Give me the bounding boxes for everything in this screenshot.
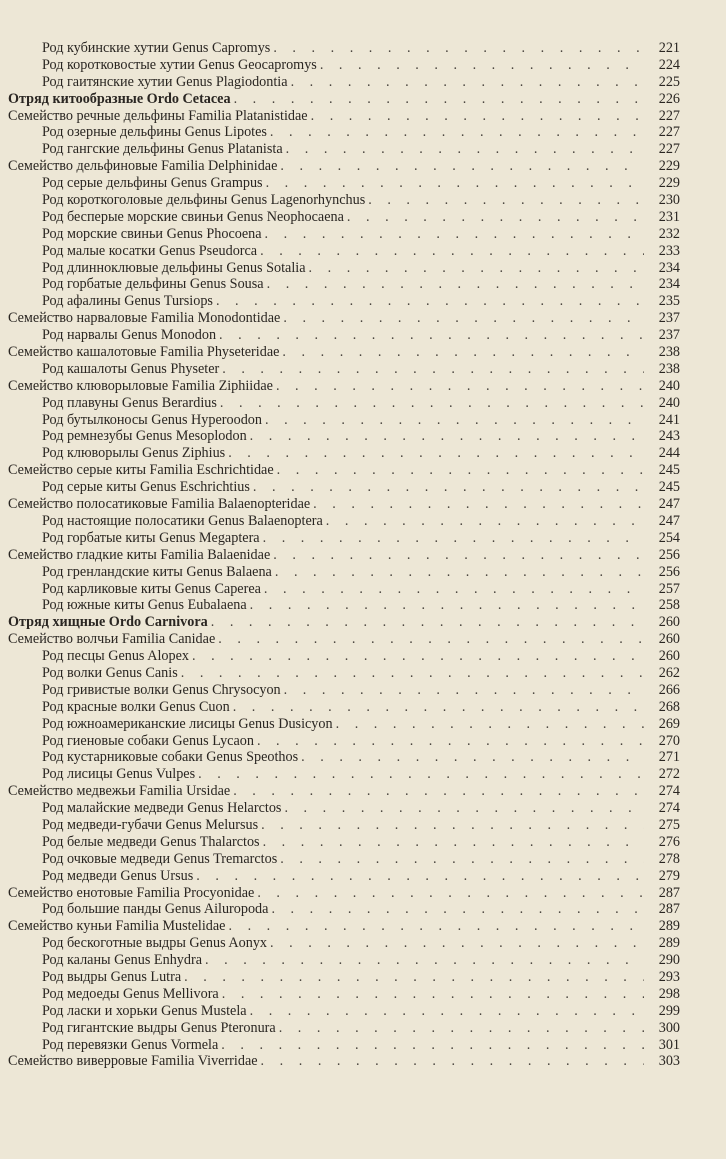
toc-entry-family	[8, 885, 680, 902]
toc-entry-title: Род плавуны Genus Berardius	[42, 394, 217, 411]
toc-entry-page-number: 287	[658, 901, 680, 918]
toc-entry-title: Род лисицы Genus Vulpes	[42, 766, 196, 783]
toc-entry-title: Род гривистые волки Genus Chrysocyon	[42, 681, 281, 698]
leader-dots	[270, 124, 644, 141]
leader-dots	[228, 445, 644, 462]
toc-entry-title: Род гиеновые собаки Genus Lycaon	[42, 732, 254, 749]
toc-entry-title: Род кашалоты Genus Physeter	[42, 360, 220, 377]
toc-entry-title: Род кустарниковые собаки Genus Speothos	[42, 749, 299, 766]
toc-entry-page-number: 276	[658, 833, 680, 850]
toc-list	[8, 40, 680, 1070]
toc-entry-title: Род южные киты Genus Eubalaena	[42, 597, 247, 614]
leader-dots	[336, 716, 644, 733]
toc-entry-genus	[8, 57, 680, 74]
toc-entry-title: Род настоящие полосатики Genus Balaenoptera	[42, 512, 323, 529]
toc-entry-title: Род карликовые киты Genus Caperea	[42, 580, 261, 597]
toc-entry-title: Род гренландские киты Genus Balaena	[42, 563, 272, 580]
toc-entry-page-number: 300	[658, 1019, 680, 1036]
toc-entry-page-number: 245	[658, 462, 680, 479]
leader-dots	[181, 665, 644, 682]
leader-dots	[270, 935, 644, 952]
toc-entry-family	[8, 108, 680, 125]
toc-entry-title: Семейство дельфиновые Familia Delphinidae	[8, 158, 278, 175]
leader-dots	[283, 310, 644, 327]
leader-dots	[284, 682, 644, 699]
leader-dots	[263, 834, 644, 851]
leader-dots	[280, 158, 644, 175]
toc-entry-page-number: 260	[658, 631, 680, 648]
toc-entry-genus	[8, 800, 680, 817]
toc-entry-title: Род песцы Genus Alopex	[42, 648, 189, 665]
leader-dots	[250, 428, 644, 445]
toc-entry-title: Род горбатые дельфины Genus Sousa	[42, 276, 264, 293]
leader-dots	[280, 851, 644, 868]
toc-entry-genus	[8, 226, 680, 243]
leader-dots	[211, 614, 644, 631]
toc-entry-family	[8, 631, 680, 648]
toc-entry-genus	[8, 935, 680, 952]
leader-dots	[192, 648, 644, 665]
toc-entry-page-number: 231	[658, 208, 680, 225]
leader-dots	[263, 530, 644, 547]
toc-entry-page-number: 240	[658, 377, 680, 394]
toc-entry-family	[8, 496, 680, 513]
toc-entry-page-number: 234	[658, 276, 680, 293]
toc-entry-page-number: 289	[658, 918, 680, 935]
toc-entry-genus	[8, 665, 680, 682]
toc-entry-page-number: 299	[658, 1002, 680, 1019]
toc-entry-title: Род клюворылы Genus Ziphius	[42, 445, 226, 462]
toc-entry-title: Семейство гладкие киты Familia Balaenidae	[8, 546, 271, 563]
toc-entry-page-number: 278	[658, 850, 680, 867]
leader-dots	[228, 918, 644, 935]
leader-dots	[273, 547, 644, 564]
toc-entry-title: Род горбатые киты Genus Megaptera	[42, 529, 260, 546]
toc-entry-genus	[8, 868, 680, 885]
toc-entry-title: Род гигантские выдры Genus Pteronura	[42, 1019, 276, 1036]
toc-entry-page-number: 226	[658, 90, 680, 107]
toc-entry-family	[8, 310, 680, 327]
toc-entry-page-number: 298	[658, 985, 680, 1002]
toc-entry-title: Род серые дельфины Genus Grampus	[42, 175, 263, 192]
toc-entry-page-number: 254	[658, 529, 680, 546]
toc-entry-title: Род каланы Genus Enhydra	[42, 952, 202, 969]
leader-dots	[261, 817, 644, 834]
toc-entry-genus	[8, 175, 680, 192]
toc-entry-page-number: 243	[658, 428, 680, 445]
toc-entry-order	[8, 91, 680, 108]
toc-entry-page-number: 245	[658, 479, 680, 496]
leader-dots	[205, 952, 644, 969]
toc-entry-title: Род малые косатки Genus Pseudorca	[42, 242, 258, 259]
toc-entry-title: Род коротковостые хутии Genus Geocapromys	[42, 56, 317, 73]
toc-entry-title: Род короткоголовые дельфины Genus Lagenorhynchus	[42, 192, 366, 209]
toc-entry-title: Род озерные дельфины Genus Lipotes	[42, 124, 267, 141]
toc-entry-page-number: 247	[658, 512, 680, 529]
toc-entry-genus	[8, 733, 680, 750]
toc-entry-family	[8, 462, 680, 479]
toc-entry-page-number: 289	[658, 935, 680, 952]
leader-dots	[265, 226, 644, 243]
toc-entry-genus	[8, 716, 680, 733]
toc-entry-genus	[8, 969, 680, 986]
toc-entry-title: Род большие панды Genus Ailuropoda	[42, 901, 269, 918]
leader-dots	[250, 597, 644, 614]
toc-entry-title: Род гангские дельфины Genus Platanista	[42, 141, 283, 158]
leader-dots	[291, 74, 644, 91]
leader-dots	[216, 293, 644, 310]
toc-entry-page-number: 238	[658, 360, 680, 377]
toc-entry-page-number: 275	[658, 816, 680, 833]
toc-entry-title: Отряд китообразные Ordo Cetacea	[8, 90, 231, 107]
toc-entry-genus	[8, 834, 680, 851]
toc-entry-genus	[8, 513, 680, 530]
toc-entry-page-number: 240	[658, 394, 680, 411]
leader-dots	[221, 1037, 644, 1054]
toc-entry-genus	[8, 395, 680, 412]
toc-entry-order	[8, 614, 680, 631]
toc-entry-page-number: 230	[658, 192, 680, 209]
toc-entry-page-number: 237	[658, 310, 680, 327]
leader-dots	[261, 1053, 644, 1070]
toc-entry-page-number: 287	[658, 884, 680, 901]
leader-dots	[266, 175, 644, 192]
leader-dots	[264, 581, 644, 598]
leader-dots	[311, 108, 644, 125]
toc-entry-genus	[8, 428, 680, 445]
toc-entry-genus	[8, 479, 680, 496]
toc-entry-genus	[8, 74, 680, 91]
toc-entry-title: Род длинноклювые дельфины Genus Sotalia	[42, 259, 306, 276]
toc-entry-family	[8, 344, 680, 361]
toc-entry-family	[8, 783, 680, 800]
leader-dots	[196, 868, 644, 885]
toc-entry-page-number: 238	[658, 344, 680, 361]
toc-entry-page-number: 274	[658, 800, 680, 817]
toc-entry-genus	[8, 564, 680, 581]
toc-entry-page-number: 225	[658, 73, 680, 90]
toc-entry-genus	[8, 276, 680, 293]
toc-entry-title: Род медведи Genus Ursus	[42, 867, 194, 884]
toc-entry-page-number: 274	[658, 783, 680, 800]
toc-entry-genus	[8, 192, 680, 209]
toc-entry-genus	[8, 361, 680, 378]
toc-entry-page-number: 258	[658, 597, 680, 614]
toc-entry-genus	[8, 327, 680, 344]
toc-entry-page-number: 233	[658, 242, 680, 259]
toc-entry-title: Род афалины Genus Tursiops	[42, 293, 213, 310]
leader-dots	[234, 91, 644, 108]
leader-dots	[277, 462, 644, 479]
toc-entry-title: Род ремнезубы Genus Mesoplodon	[42, 428, 247, 445]
toc-entry-title: Род выдры Genus Lutra	[42, 968, 182, 985]
leader-dots	[301, 749, 644, 766]
toc-entry-title: Род волки Genus Canis	[42, 664, 178, 681]
toc-entry-page-number: 241	[658, 411, 680, 428]
toc-entry-genus	[8, 817, 680, 834]
toc-entry-genus	[8, 293, 680, 310]
toc-entry-genus	[8, 1020, 680, 1037]
toc-entry-title: Семейство полосатиковые Familia Balaenopteridae	[8, 496, 311, 513]
toc-entry-page-number: 301	[658, 1036, 680, 1053]
toc-entry-page-number: 260	[658, 614, 680, 631]
toc-entry-genus	[8, 901, 680, 918]
toc-entry-page-number: 266	[658, 681, 680, 698]
toc-entry-title: Семейство медвежьи Familia Ursidae	[8, 783, 231, 800]
leader-dots	[275, 564, 644, 581]
toc-entry-family	[8, 378, 680, 395]
leader-dots	[320, 57, 644, 74]
toc-entry-genus	[8, 581, 680, 598]
toc-entry-genus	[8, 40, 680, 57]
toc-entry-title: Семейство кашалотовые Familia Physeteridae	[8, 344, 280, 361]
leader-dots	[184, 969, 644, 986]
toc-entry-family	[8, 1053, 680, 1070]
toc-entry-page-number: 269	[658, 715, 680, 732]
leader-dots	[313, 496, 644, 513]
toc-entry-page-number: 224	[658, 56, 680, 73]
toc-entry-genus	[8, 597, 680, 614]
toc-entry-title: Род кубинские хутии Genus Capromys	[42, 40, 271, 56]
toc-entry-title: Род южноамериканские лисицы Genus Dusicyon	[42, 715, 333, 732]
leader-dots	[257, 733, 644, 750]
leader-dots	[368, 192, 644, 209]
toc-entry-title: Род гаитянские хутии Genus Plagiodontia	[42, 73, 288, 90]
leader-dots	[198, 766, 644, 783]
toc-entry-genus	[8, 766, 680, 783]
leader-dots	[267, 276, 644, 293]
toc-entry-title: Род бесперые морские свиньи Genus Neophocaena	[42, 208, 344, 225]
leader-dots	[220, 395, 644, 412]
toc-entry-page-number: 272	[658, 766, 680, 783]
toc-entry-title: Семейство виверровые Familia Viverridae	[8, 1053, 258, 1070]
toc-entry-page-number: 257	[658, 580, 680, 597]
toc-entry-title: Род ласки и хорьки Genus Mustela	[42, 1002, 247, 1019]
toc-entry-page-number: 227	[658, 141, 680, 158]
toc-entry-title: Семейство серые киты Familia Eschrichtidae	[8, 462, 274, 479]
toc-entry-page-number: 229	[658, 158, 680, 175]
toc-entry-genus	[8, 682, 680, 699]
toc-entry-genus	[8, 952, 680, 969]
leader-dots	[326, 513, 644, 530]
toc-entry-page-number: 256	[658, 563, 680, 580]
leader-dots	[219, 327, 644, 344]
toc-entry-page-number: 270	[658, 732, 680, 749]
leader-dots	[286, 141, 644, 158]
toc-entry-title: Семейство куньи Familia Mustelidae	[8, 918, 226, 935]
leader-dots	[271, 901, 644, 918]
toc-entry-title: Семейство речные дельфины Familia Platanistidae	[8, 107, 308, 124]
toc-entry-genus	[8, 749, 680, 766]
toc-entry-genus	[8, 412, 680, 429]
toc-entry-page-number: 303	[658, 1053, 680, 1070]
toc-entry-genus	[8, 243, 680, 260]
toc-entry-page-number: 293	[658, 968, 680, 985]
toc-entry-genus	[8, 851, 680, 868]
toc-entry-page-number: 247	[658, 496, 680, 513]
toc-entry-page-number: 227	[658, 107, 680, 124]
toc-entry-title: Род бескоготные выдры Genus Aonyx	[42, 935, 268, 952]
toc-entry-genus	[8, 141, 680, 158]
toc-entry-genus	[8, 648, 680, 665]
toc-entry-genus	[8, 1003, 680, 1020]
toc-entry-genus	[8, 1037, 680, 1054]
toc-entry-title: Род малайские медведи Genus Helarctos	[42, 800, 282, 817]
leader-dots	[250, 1003, 644, 1020]
leader-dots	[282, 344, 644, 361]
toc-entry-genus	[8, 699, 680, 716]
leader-dots	[218, 631, 644, 648]
toc-entry-page-number: 271	[658, 749, 680, 766]
leader-dots	[233, 783, 644, 800]
toc-entry-title: Род серые киты Genus Eschrichtius	[42, 479, 250, 496]
toc-entry-title: Род красные волки Genus Cuon	[42, 698, 230, 715]
toc-entry-page-number: 227	[658, 124, 680, 141]
toc-entry-page-number: 221	[658, 40, 680, 56]
leader-dots	[265, 412, 644, 429]
leader-dots	[253, 479, 644, 496]
leader-dots	[309, 260, 644, 277]
toc-entry-page-number: 268	[658, 698, 680, 715]
toc-entry-page-number: 237	[658, 327, 680, 344]
toc-entry-genus	[8, 209, 680, 226]
toc-entry-title: Род белые медведи Genus Thalarctos	[42, 833, 260, 850]
toc-entry-page-number: 235	[658, 293, 680, 310]
toc-entry-family	[8, 158, 680, 175]
toc-entry-title: Семейство нарваловые Familia Monodontidae	[8, 310, 281, 327]
toc-entry-title: Род медведи-губачи Genus Melursus	[42, 816, 259, 833]
toc-entry-title: Семейство клюворыловые Familia Ziphiidae	[8, 377, 273, 394]
toc-entry-page-number: 229	[658, 175, 680, 192]
toc-entry-page-number: 232	[658, 225, 680, 242]
table-of-contents	[8, 40, 680, 1070]
toc-entry-genus	[8, 445, 680, 462]
toc-entry-title: Род морские свиньи Genus Phocoena	[42, 225, 262, 242]
toc-entry-title: Род медоеды Genus Mellivora	[42, 985, 219, 1002]
toc-entry-title: Род очковые медведи Genus Tremarctos	[42, 850, 278, 867]
toc-entry-genus	[8, 124, 680, 141]
leader-dots	[347, 209, 644, 226]
toc-entry-title: Отряд хищные Ordo Carnivora	[8, 614, 208, 631]
leader-dots	[222, 361, 644, 378]
toc-entry-title: Род нарвалы Genus Monodon	[42, 327, 217, 344]
toc-entry-family	[8, 918, 680, 935]
toc-entry-page-number: 262	[658, 664, 680, 681]
leader-dots	[222, 986, 644, 1003]
toc-entry-genus	[8, 986, 680, 1003]
toc-entry-title: Семейство волчьи Familia Canidae	[8, 631, 216, 648]
toc-entry-title: Семейство енотовые Familia Procyonidae	[8, 884, 255, 901]
toc-entry-page-number: 290	[658, 952, 680, 969]
toc-entry-genus	[8, 530, 680, 547]
leader-dots	[257, 885, 644, 902]
leader-dots	[279, 1020, 644, 1037]
leader-dots	[276, 378, 644, 395]
leader-dots	[260, 243, 644, 260]
toc-entry-page-number: 234	[658, 259, 680, 276]
toc-entry-family	[8, 547, 680, 564]
toc-entry-title: Род перевязки Genus Vormela	[42, 1036, 219, 1053]
toc-entry-genus	[8, 260, 680, 277]
toc-entry-page-number: 260	[658, 648, 680, 665]
leader-dots	[233, 699, 644, 716]
leader-dots	[284, 800, 644, 817]
toc-entry-page-number: 256	[658, 546, 680, 563]
leader-dots	[273, 40, 644, 57]
toc-entry-title: Род бутылконосы Genus Hyperoodon	[42, 411, 262, 428]
toc-entry-page-number: 279	[658, 867, 680, 884]
toc-entry-page-number: 244	[658, 445, 680, 462]
